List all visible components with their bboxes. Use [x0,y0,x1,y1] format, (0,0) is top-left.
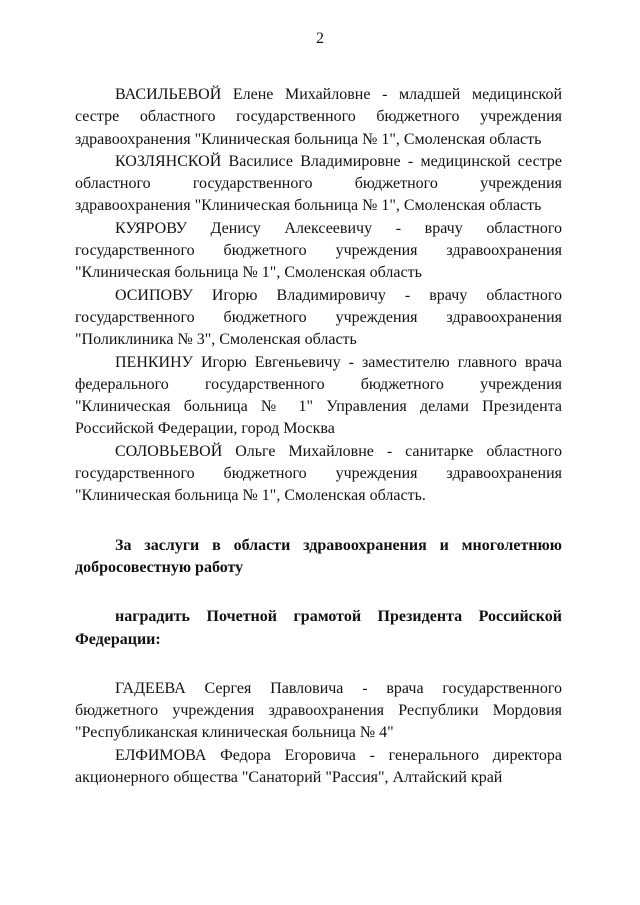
recipient-paragraph: КОЗЛЯНСКОЙ Василисе Владимировне - медицинской сестре областного государственного бюджетного учреждения здравоохранения "Клиническая больница № 1", Смоленская область [75,152,562,215]
recipient-paragraph: ГАДЕЕВА Сергея Павловича - врача государственного бюджетного учреждения здравоохранения Республики Мордовия "Республиканская клиническая больница № 4" [75,679,562,742]
recipient-paragraph: ОСИПОВУ Игорю Владимировичу - врачу областного государственного бюджетного учреждения здравоохранения "Поликлиника № 3", Смоленская область [75,286,562,349]
page-number: 2 [316,30,324,47]
recipient-paragraph: СОЛОВЬЕВОЙ Ольге Михайловне - санитарке областного государственного бюджетного учреждения здравоохранения "Клиническая больница № 1", Смоленская область. [75,442,562,505]
recipient-paragraph: ВАСИЛЬЕВОЙ Елене Михайловне - младшей медицинской сестре областного государственного бюджетного учреждения здравоохранения "Клиническая больница № 1", Смоленская область [75,86,562,148]
award-heading: наградить Почетной грамотой Президента Российской Федерации: [75,608,562,648]
merit-heading: За заслуги в области здравоохранения и многолетнюю добросовестную работу [75,536,562,576]
document-body [75,84,562,789]
recipient-paragraph: КУЯРОВУ Денису Алексеевичу - врачу областного государственного бюджетного учреждения здравоохранения "Клиническая больница № 1", Смоленская область [75,219,562,282]
recipient-paragraph: ЕЛФИМОВА Федора Егоровича - генерального директора акционерного общества "Санаторий "Рассия", Алтайский край [75,746,562,787]
recipient-paragraph: ПЕНКИНУ Игорю Евгеньевичу - заместителю главного врача федерального государственного бюджетного учреждения "Клиническая больница № 1" Управления делами Президента Российской Федерации, город Москва [75,353,562,438]
